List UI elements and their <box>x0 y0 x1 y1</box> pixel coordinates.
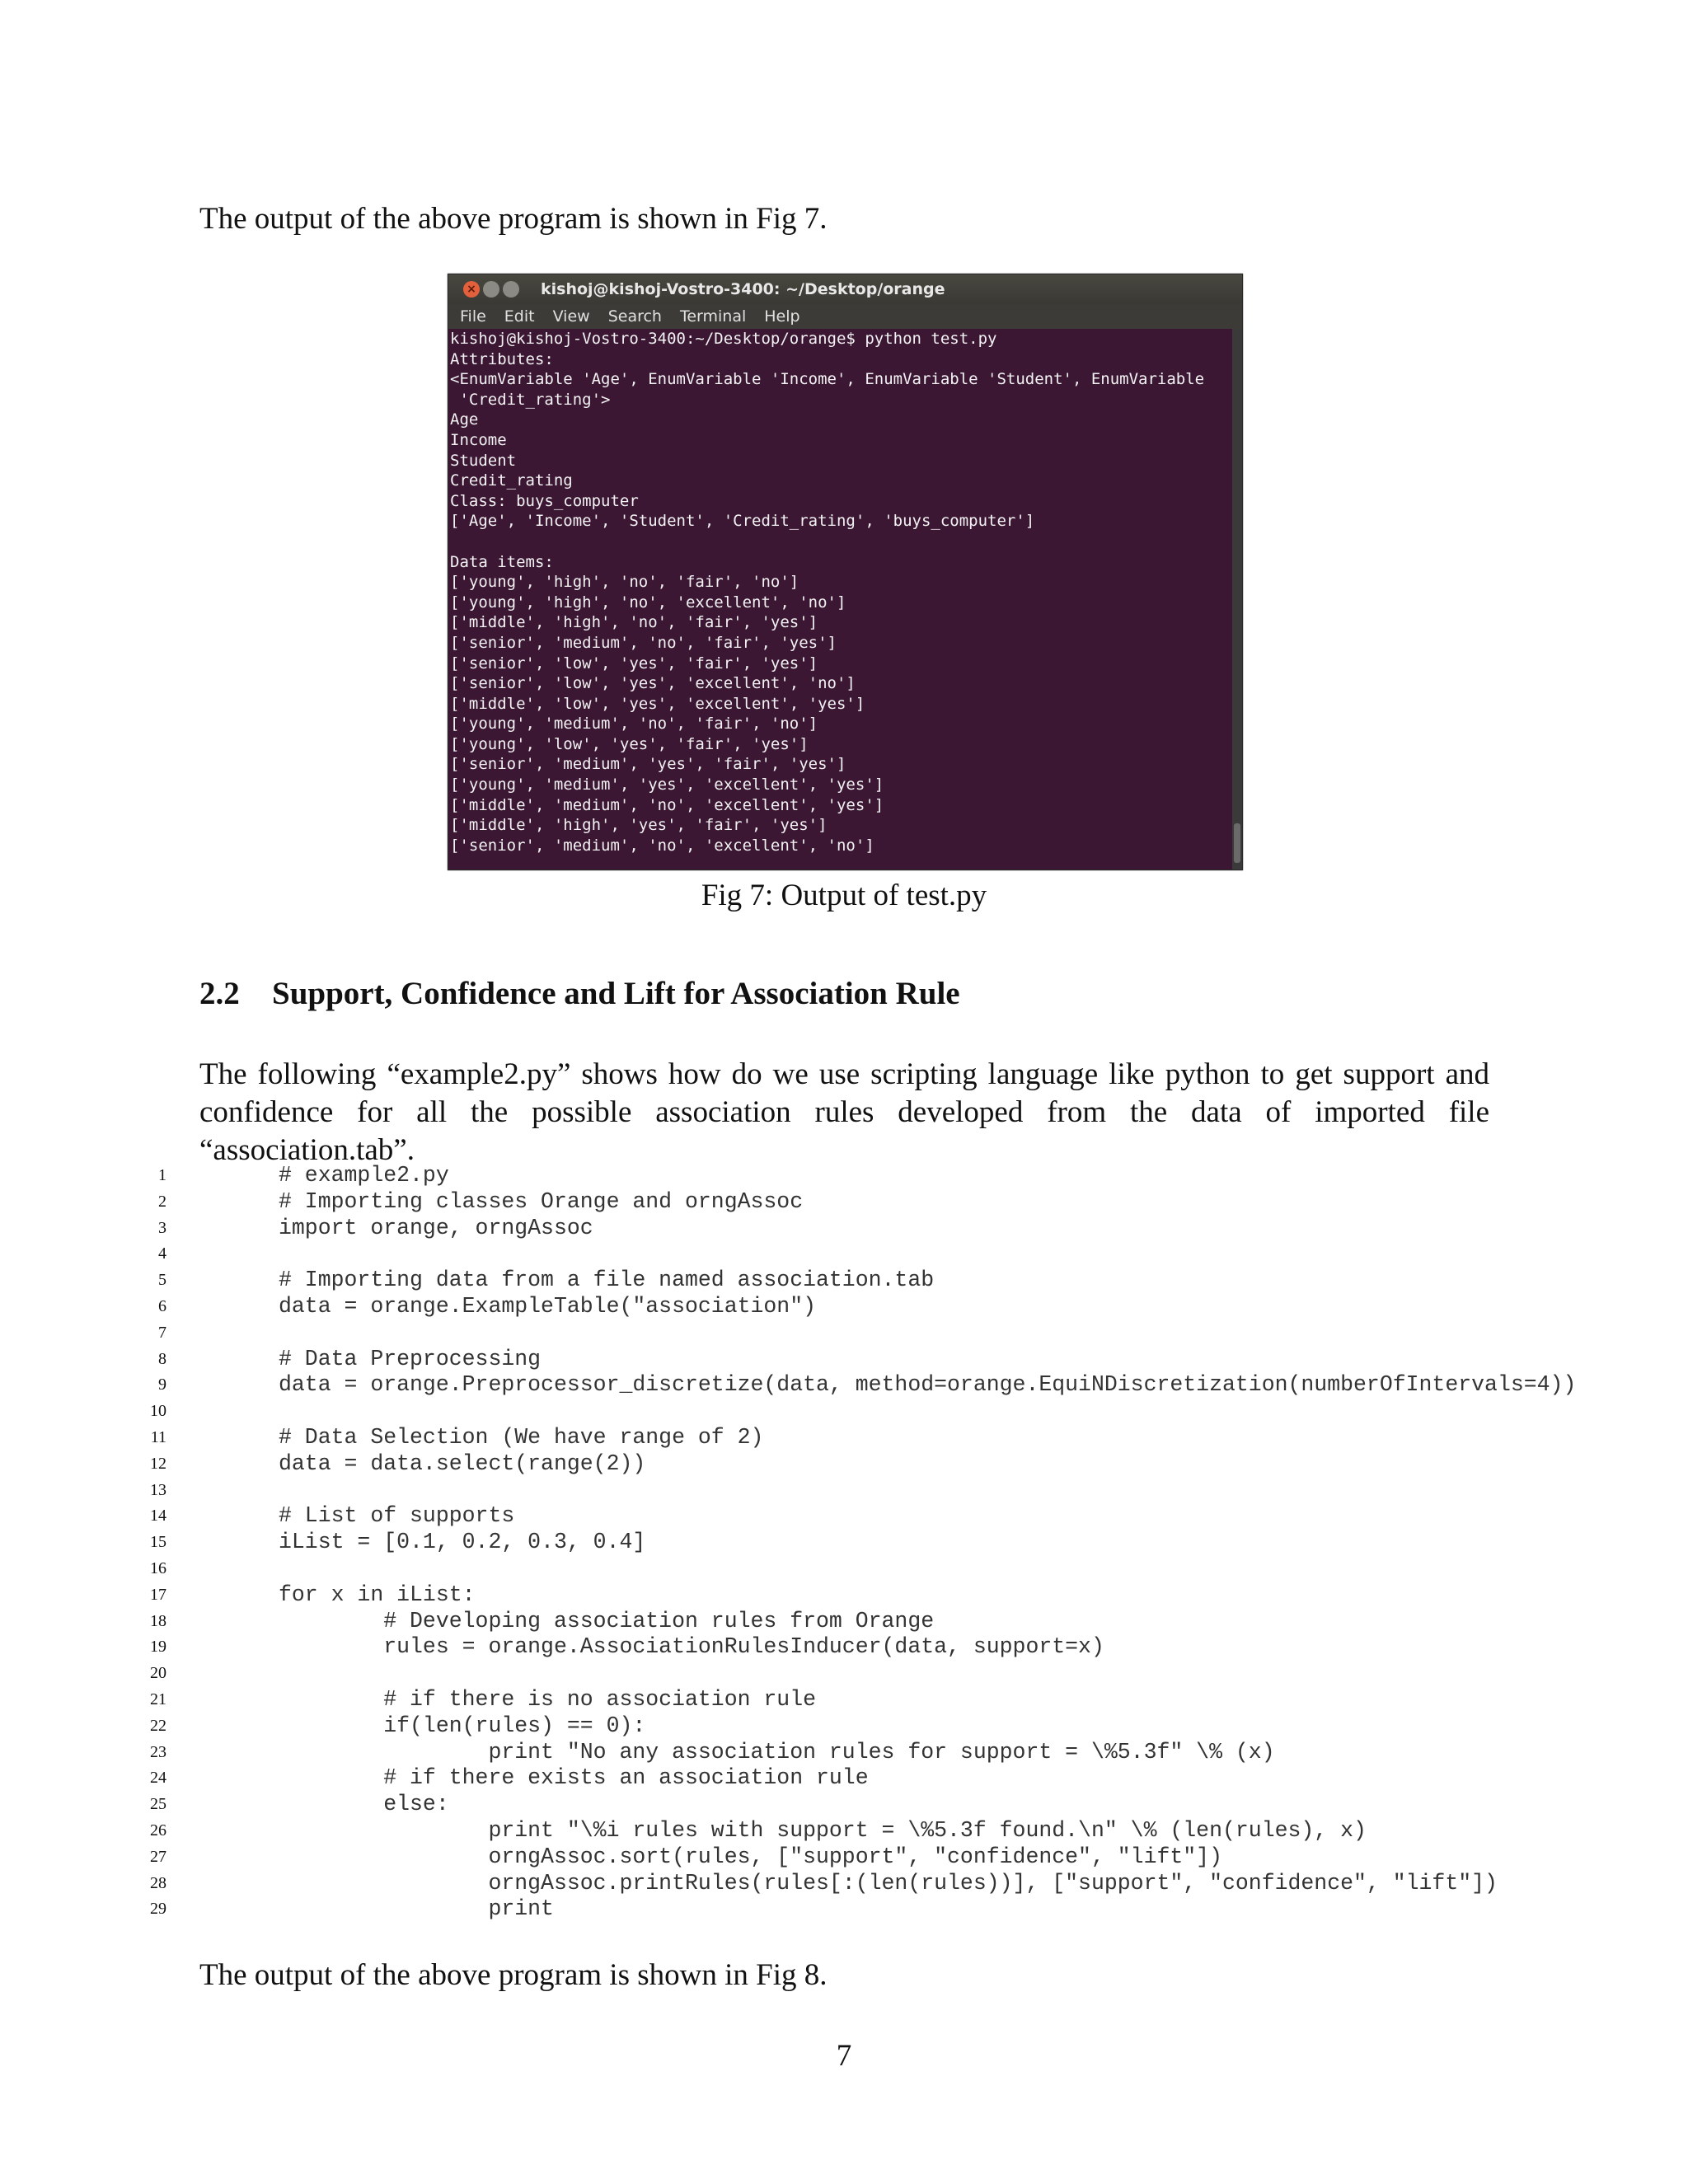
code-text: rules = orange.AssociationRulesInducer(data, support=x) <box>279 1634 1104 1660</box>
terminal-output <box>450 329 1231 869</box>
terminal-line: ['young', 'medium', 'yes', 'excellent', 'yes'] <box>450 776 884 794</box>
code-line <box>0 1896 1688 1923</box>
code-line <box>0 1556 1688 1582</box>
line-number: 18 <box>150 1611 166 1630</box>
terminal-line: ['young', 'low', 'yes', 'fair', 'yes'] <box>450 734 809 753</box>
example-paragraph: The following “example2.py” shows how do we use scripting language like python to get support and confidence for all the possible association rules developed from the data of imported file “association.tab”. <box>199 1057 1489 1167</box>
line-number: 27 <box>150 1847 166 1866</box>
code-text: # Data Preprocessing <box>279 1346 542 1371</box>
close-icon: × <box>463 281 480 298</box>
code-line <box>0 1871 1688 1897</box>
code-text: data = orange.ExampleTable("association") <box>279 1293 817 1319</box>
code-text: data = data.select(range(2)) <box>279 1451 646 1476</box>
code-line <box>0 1582 1688 1609</box>
line-number: 24 <box>150 1769 166 1788</box>
code-line <box>0 1818 1688 1844</box>
terminal-line: <EnumVariable 'Age', EnumVariable 'Income', EnumVariable 'Student', EnumVariable <box>450 370 1205 389</box>
line-number: 21 <box>150 1690 166 1708</box>
line-number: 5 <box>158 1271 166 1290</box>
line-number: 8 <box>158 1349 166 1368</box>
line-number: 3 <box>158 1218 166 1237</box>
terminal-line: ['middle', 'high', 'no', 'fair', 'yes'] <box>450 613 818 632</box>
code-text: orngAssoc.sort(rules, ["support", "confidence", "lift"]) <box>279 1844 1222 1869</box>
code-text: if(len(rules) == 0): <box>279 1713 646 1738</box>
terminal-line: kishoj@kishoj-Vostro-3400:~/Desktop/orange$ python test.py <box>450 330 997 348</box>
section-number: 2.2 <box>199 976 240 1011</box>
code-text: import orange, orngAssoc <box>279 1215 593 1240</box>
line-number: 26 <box>150 1821 166 1840</box>
code-line <box>0 1765 1688 1792</box>
line-number: 9 <box>158 1376 166 1394</box>
terminal-line: ['middle', 'high', 'yes', 'fair', 'yes'] <box>450 816 828 835</box>
line-number: 7 <box>158 1323 166 1342</box>
code-line <box>0 1687 1688 1713</box>
code-line <box>0 1268 1688 1294</box>
code-line <box>0 1451 1688 1478</box>
terminal-scrollbar <box>1232 329 1242 869</box>
line-number: 20 <box>150 1664 166 1683</box>
terminal-line: ['Age', 'Income', 'Student', 'Credit_rating', 'buys_computer'] <box>450 512 1035 531</box>
code-text: orngAssoc.printRules(rules[:(len(rules))], ["support", "confidence", "lift"]) <box>279 1870 1498 1896</box>
terminal-line: Income <box>450 430 507 449</box>
terminal-line: Age <box>450 410 479 429</box>
maximize-icon <box>503 281 519 298</box>
line-number: 1 <box>158 1166 166 1184</box>
terminal-line: ['senior', 'medium', 'no', 'fair', 'yes'] <box>450 633 837 652</box>
menu-terminal: Terminal <box>679 307 747 326</box>
line-number: 19 <box>150 1638 166 1657</box>
code-text: for x in iList: <box>279 1582 476 1607</box>
code-line <box>0 1503 1688 1530</box>
code-line <box>0 1216 1688 1242</box>
code-line <box>0 1530 1688 1556</box>
code-line <box>0 1425 1688 1451</box>
code-line <box>0 1713 1688 1740</box>
code-text: data = orange.Preprocessor_discretize(data, method=orange.EquiNDiscretization(numberOfIntervals=4)) <box>279 1372 1577 1398</box>
terminal-line: ['senior', 'medium', 'yes', 'fair', 'yes'] <box>450 755 846 774</box>
code-line <box>0 1399 1688 1425</box>
line-number: 22 <box>150 1716 166 1735</box>
line-number: 4 <box>158 1244 166 1263</box>
terminal-window-title: kishoj@kishoj-Vostro-3400: ~/Desktop/orange <box>541 280 945 298</box>
terminal-line <box>450 532 1231 552</box>
terminal-line: 'Credit_rating'> <box>450 390 611 409</box>
code-line <box>0 1792 1688 1818</box>
menu-search: Search <box>607 307 662 326</box>
terminal-line: Data items: <box>450 552 554 571</box>
code-line <box>0 1634 1688 1661</box>
terminal-line: ['senior', 'low', 'yes', 'excellent', 'no'] <box>450 674 856 693</box>
terminal-line: ['young', 'high', 'no', 'fair', 'no'] <box>450 573 799 592</box>
code-line <box>0 1189 1688 1216</box>
code-line <box>0 1241 1688 1268</box>
line-number: 25 <box>150 1795 166 1814</box>
line-number: 10 <box>150 1402 166 1421</box>
code-line <box>0 1609 1688 1635</box>
menu-view: View <box>552 307 590 326</box>
line-number: 17 <box>150 1585 166 1604</box>
intro-paragraph: The output of the above program is shown in Fig 7. <box>199 202 828 236</box>
menu-file: File <box>460 307 486 326</box>
code-text: # example2.py <box>279 1163 449 1188</box>
code-text: print <box>279 1896 554 1922</box>
code-line <box>0 1347 1688 1373</box>
code-line <box>0 1478 1688 1504</box>
line-number: 2 <box>158 1192 166 1211</box>
terminal-line: ['senior', 'low', 'yes', 'fair', 'yes'] <box>450 654 818 673</box>
terminal-line: Attributes: <box>450 349 554 368</box>
terminal-line: ['middle', 'low', 'yes', 'excellent', 'yes'] <box>450 694 865 713</box>
code-text: # Developing association rules from Orange <box>279 1608 935 1633</box>
figure-7-caption: Fig 7: Output of test.py <box>701 879 987 912</box>
code-text: # List of supports <box>279 1503 515 1529</box>
code-line <box>0 1163 1688 1189</box>
code-text: # Data Selection (We have range of 2) <box>279 1424 764 1450</box>
code-line <box>0 1294 1688 1320</box>
code-line <box>0 1372 1688 1399</box>
code-line <box>0 1320 1688 1347</box>
code-text: iList = [0.1, 0.2, 0.3, 0.4] <box>279 1530 646 1555</box>
line-number: 14 <box>150 1507 166 1526</box>
line-number: 13 <box>150 1480 166 1499</box>
code-text: # Importing classes Orange and orngAssoc <box>279 1188 804 1214</box>
terminal-line: ['young', 'high', 'no', 'excellent', 'no'] <box>450 593 846 612</box>
line-number: 29 <box>150 1900 166 1919</box>
terminal-menubar <box>448 304 1242 329</box>
code-text: # if there exists an association rule <box>279 1765 869 1791</box>
line-number: 16 <box>150 1558 166 1577</box>
line-number: 11 <box>150 1427 166 1446</box>
line-number: 23 <box>150 1742 166 1761</box>
code-line <box>0 1844 1688 1871</box>
code-listing <box>0 1163 1688 1923</box>
terminal-line: ['young', 'medium', 'no', 'fair', 'no'] <box>450 715 818 733</box>
code-text: # Importing data from a file named association.tab <box>279 1268 935 1293</box>
section-heading <box>199 974 960 1014</box>
terminal-titlebar <box>448 274 1242 304</box>
terminal-line: Student <box>450 451 517 470</box>
code-line <box>0 1661 1688 1687</box>
line-number: 12 <box>150 1454 166 1473</box>
menu-edit: Edit <box>504 307 535 326</box>
code-text: # if there is no association rule <box>279 1686 817 1712</box>
code-text: else: <box>279 1792 449 1817</box>
terminal-scroll-thumb <box>1234 823 1240 863</box>
terminal-screenshot <box>448 274 1243 870</box>
line-number: 15 <box>150 1533 166 1552</box>
code-text: print "No any association rules for support = \%5.3f" \% (x) <box>279 1739 1275 1765</box>
section-title: Support, Confidence and Lift for Association Rule <box>272 976 960 1011</box>
line-number: 28 <box>150 1873 166 1892</box>
terminal-line: ['middle', 'medium', 'no', 'excellent', 'yes'] <box>450 795 884 814</box>
code-line <box>0 1740 1688 1766</box>
menu-help: Help <box>764 307 800 326</box>
line-number: 6 <box>158 1296 166 1315</box>
page-number: 7 <box>836 2039 852 2073</box>
terminal-line: Credit_rating <box>450 471 573 490</box>
terminal-line: Class: buys_computer <box>450 491 639 510</box>
minimize-icon <box>483 281 499 298</box>
terminal-line: ['senior', 'medium', 'no', 'excellent', 'no'] <box>450 836 874 855</box>
code-text: print "\%i rules with support = \%5.3f found.\n" \% (len(rules), x) <box>279 1817 1367 1843</box>
outro-paragraph: The output of the above program is shown in Fig 8. <box>199 1958 828 1992</box>
